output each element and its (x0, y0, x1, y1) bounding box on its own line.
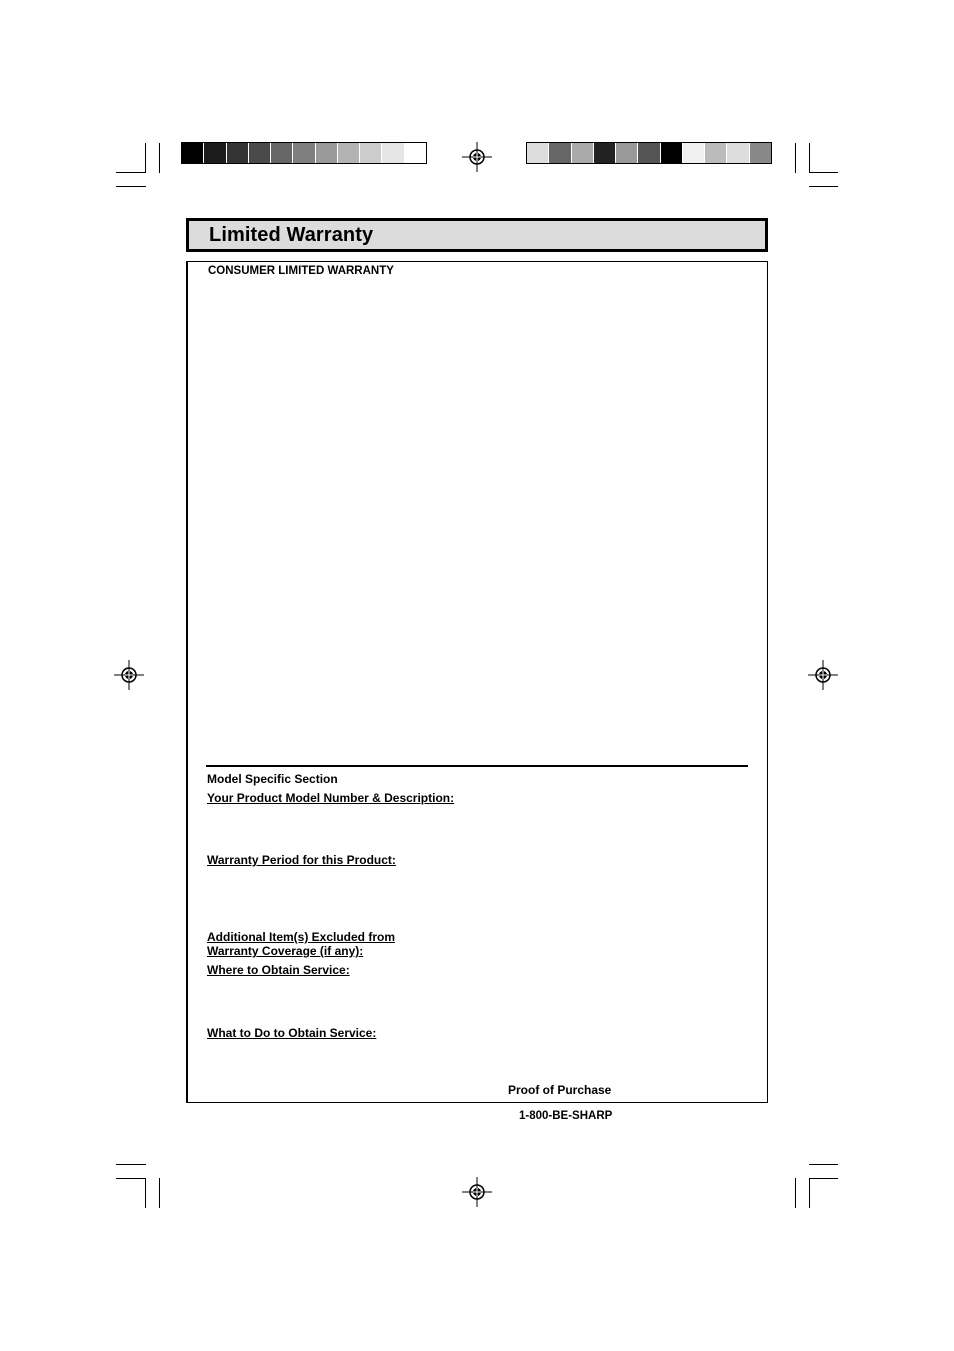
crop-mark (795, 143, 796, 173)
color-swatch (549, 143, 571, 163)
model-number-label: Your Product Model Number & Description: (207, 791, 455, 805)
phone-number: 1-800-BE-SHARP (519, 1110, 613, 1122)
crop-mark (116, 1164, 146, 1165)
left-color-bar (181, 142, 427, 164)
warranty-heading: CONSUMER LIMITED WARRANTY (208, 265, 394, 277)
registration-mark-icon (114, 660, 144, 690)
right-color-bar (526, 142, 772, 164)
color-swatch (572, 143, 594, 163)
color-swatch (594, 143, 616, 163)
color-swatch (271, 143, 293, 163)
section-divider (206, 765, 748, 767)
proof-of-purchase: Proof of Purchase (508, 1083, 612, 1097)
warranty-period-label: Warranty Period for this Product: (207, 853, 396, 867)
registration-mark-icon (462, 142, 492, 172)
where-service-label: Where to Obtain Service: (207, 963, 350, 977)
color-swatch (683, 143, 705, 163)
color-swatch (405, 143, 426, 163)
crop-mark (795, 1178, 796, 1208)
color-swatch (661, 143, 683, 163)
color-swatch (616, 143, 638, 163)
color-swatch (382, 143, 404, 163)
model-section-heading: Model Specific Section (207, 772, 338, 786)
color-swatch (249, 143, 271, 163)
color-swatch (638, 143, 660, 163)
crop-mark (809, 1164, 838, 1165)
crop-mark (145, 1178, 146, 1208)
crop-mark (145, 143, 146, 173)
color-swatch (338, 143, 360, 163)
registration-mark-icon (462, 1177, 492, 1207)
color-swatch (182, 143, 204, 163)
crop-mark (809, 186, 838, 187)
color-swatch (527, 143, 549, 163)
color-swatch (293, 143, 315, 163)
what-to-do-label: What to Do to Obtain Service: (207, 1026, 377, 1040)
color-swatch (705, 143, 727, 163)
crop-mark (159, 1178, 160, 1208)
registration-mark-icon (808, 660, 838, 690)
page-title-box (186, 218, 768, 252)
page-title: Limited Warranty (209, 224, 374, 246)
crop-mark (116, 172, 146, 173)
color-swatch (727, 143, 749, 163)
color-swatch (204, 143, 226, 163)
crop-mark (159, 143, 160, 173)
crop-mark (116, 186, 146, 187)
color-swatch (227, 143, 249, 163)
crop-mark (809, 1178, 810, 1208)
crop-mark (809, 172, 838, 173)
color-swatch (750, 143, 771, 163)
color-swatch (316, 143, 338, 163)
excluded-items-label-line2: Warranty Coverage (if any): (207, 944, 364, 958)
excluded-items-label-line1: Additional Item(s) Excluded from (207, 930, 396, 944)
crop-mark (116, 1178, 146, 1179)
color-swatch (360, 143, 382, 163)
crop-mark (809, 1178, 838, 1179)
crop-mark (809, 143, 810, 173)
